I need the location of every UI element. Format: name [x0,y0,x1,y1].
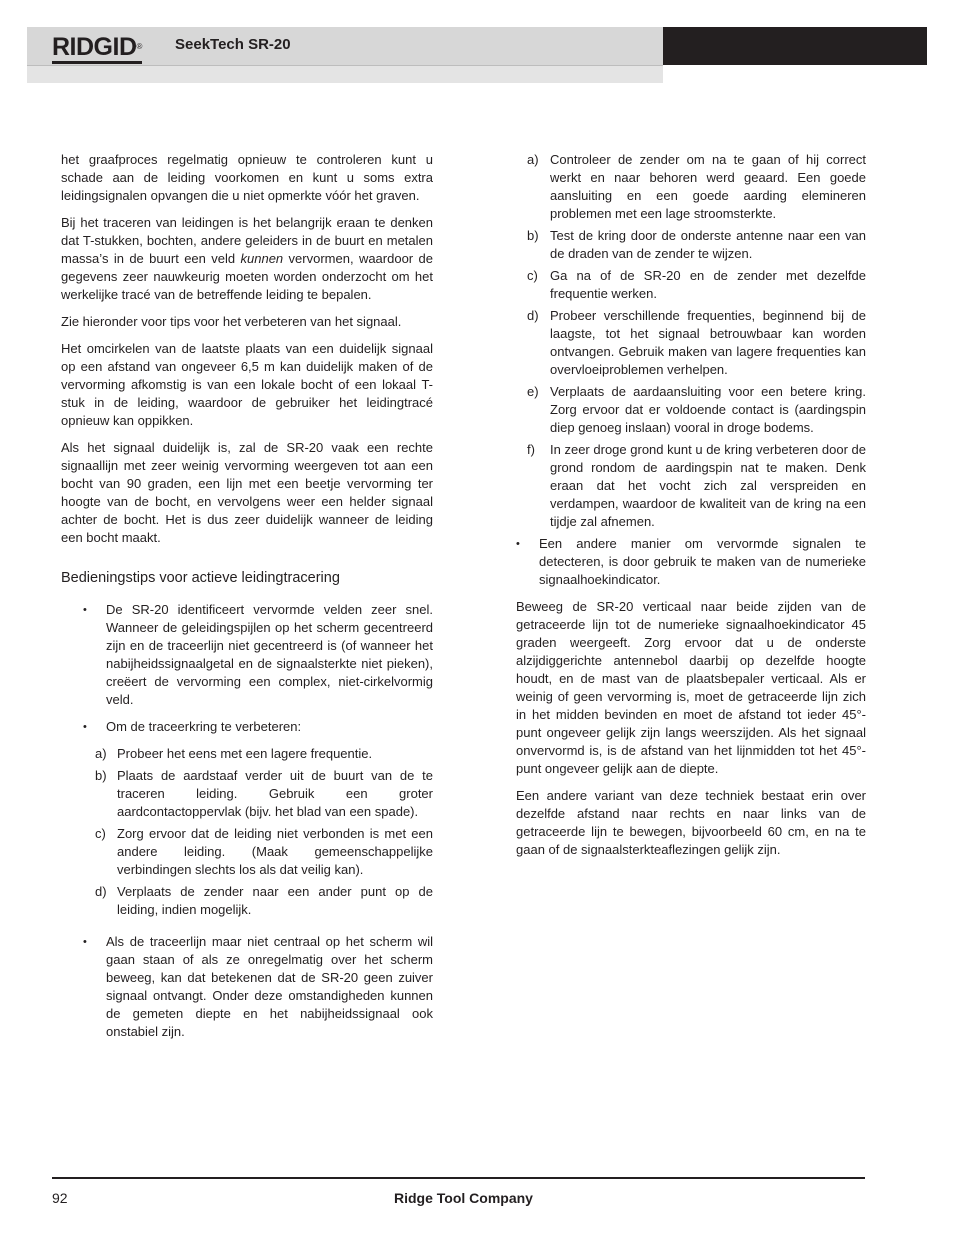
footer-rule [52,1177,865,1179]
left-column [61,151,433,1050]
footer-company: Ridge Tool Company [394,1190,533,1206]
sub-item [516,151,866,223]
text-run: Bij het traceren van leidingen is het belangrijk eraan te denken dat T-stukken, bochten, andere geleiders in de buurt en metalen massa’s in de buurt een veld [61,215,433,266]
bullet-item [516,535,866,589]
paragraph: Beweeg de SR-20 verticaal naar beide zijden van de getraceerde lijn tot de numerieke signaalhoekindicator 45 graden weergeeft. Zorg ervoor dat u de onderste alzijdiggerichte antennebol daarbij op dezelfde hoogte houdt, en de mast van de plaatsbepaler verticaal. Als er weinig of geen vervorming is, moet de getraceerde lijn zich in het midden bevinden en moet de afstand tot ieder 45°-punt ongeveer gelijk zijn langs weerszijden. Als het signaal onvervormd is, is de afstand van het lijnmidden tot het 45°-punt ongeveer gelijk aan de diepte. [516,599,866,776]
sub-letter: a) [95,746,107,761]
sub-text: Plaats de aardstaaf verder uit de buurt van de te traceren leiding. Gebruik een groter aardcontactoppervlak (bijv. het blad van een spade). [117,768,433,819]
paragraph: Zie hieronder voor tips voor het verbeteren van het signaal. [61,314,402,329]
paragraph: Een andere variant van deze techniek bestaat erin over dezelfde afstand naar rechts en naar links van de getraceerde lijn te bewegen, bijvoorbeeld 60 cm, en na te gaan of de signaalsterkteaflezingen gelijk zijn. [516,788,866,857]
sub-letter: d) [95,884,107,899]
sub-text: Verplaats de aardaansluiting voor een betere kring. Zorg ervoor dat er voldoende contact is (aardingspin diep genoeg inslaan) vooral in droge bodems. [550,384,866,435]
sub-text: Verplaats de zender naar een ander punt op de leiding, indien mogelijk. [117,884,433,917]
bullet-mark: • [83,721,87,733]
header-band-lower [27,66,663,83]
paragraph: Als het signaal duidelijk is, zal de SR-20 vaak een rechte signaallijn met zeer weinig vervorming weergeven tot aan een bocht van 90 graden, een lijn met een beetje vervorming ter hoogte van de bocht, en vervolgens weer een helder signaal achter de bocht. Het is dus zeer duidelijk wanneer de leiding een bocht maakt. [61,440,433,545]
bullet-item [61,601,433,709]
sub-letter: b) [95,768,107,783]
sub-text: Ga na of de SR-20 en de zender met dezelfde frequentie werken. [550,268,866,301]
sub-letter: f) [527,442,535,457]
sub-text: In zeer droge grond kunt u de kring verbeteren door de grond rondom de aardingspin nat te maken. Denk eraan dat het vocht zich zal verspreiden en verdampen, waardoor de kwaliteit van de kring na een tijdje zal afnemen. [550,442,866,529]
sub-item [516,227,866,263]
sub-item [61,825,433,879]
bullet-mark: • [516,538,520,550]
paragraph [61,214,433,304]
sub-letter: c) [527,268,538,283]
sub-item [516,307,866,379]
sub-item [61,745,433,763]
sub-item [516,267,866,303]
logo-registered-mark: ® [136,42,142,51]
paragraph: Het omcirkelen van de laatste plaats van een duidelijk signaal op een afstand van ongeveer 6,5 m kan duidelijk maken of de vervorming afkomstig is van een lokale bocht of een lokaal T-stuk in de leiding, waardoor de gebruiker het leidingtracé opnieuw kan oppikken. [61,341,433,428]
bullet-text: Als de traceerlijn maar niet centraal op het scherm wil gaan staan of als ze onregelmatig over het scherm beweeg, kan dat betekenen dat de SR-20 geen zuiver signaal ontvangt. Onder deze omstandigheden kunnen de gemeten diepte en het nabijheidssignaal ook onstabiel zijn. [106,934,433,1039]
product-title: SeekTech SR-20 [175,36,291,53]
sub-letter: b) [527,228,539,243]
sub-text: Probeer het eens met een lagere frequentie. [117,746,373,761]
page-number: 92 [52,1190,68,1206]
bullet-text: Een andere manier om vervormde signalen te detecteren, is door gebruik te maken van de numerieke signaalhoekindicator. [539,536,866,587]
sub-letter: d) [527,308,539,323]
sub-item [516,383,866,437]
right-column [516,151,866,868]
bullet-mark: • [83,604,87,616]
bullet-text: De SR-20 identificeert vervormde velden zeer snel. Wanneer de geleidingspijlen op het scherm gecentreerd zijn en de traceerlijn niet gecentreerd is (of wanneer het nabijheidssignaalgetal en de signaalsterkte niet pieken), creëert de vervorming een complex, niet-cirkelvormig veld. [106,602,433,707]
sub-item [61,767,433,821]
section-heading: Bedieningstips voor actieve leidingtracering [61,570,340,586]
ridgid-logo [52,33,142,64]
logo-text: RIDGID [52,33,137,61]
sub-item [61,883,433,919]
sub-text: Zorg ervoor dat de leiding niet verbonden is met een andere leiding. (Maak gemeenschappelijke verbindingen slechts los als dat veilig kan). [117,826,433,877]
sub-text: Test de kring door de onderste antenne naar een van de draden van de zender te wijzen. [550,228,866,261]
sub-text: Probeer verschillende frequenties, beginnend bij de laagste, tot het signaal betrouwbaar kan worden ontvangen. Gebruik maken van lagere frequenties kan overvloeiproblemen verhelpen. [550,308,866,377]
bullet-text: Om de traceerkring te verbeteren: [106,719,302,734]
bullet-mark: • [83,936,87,948]
sub-letter: c) [95,826,106,841]
sub-text: Controleer de zender om na te gaan of hij correct werkt en naar behoren werd geaard. Een goede aansluiting en een goede aarding elemineren problemen met een lage stroomsterkte. [550,152,866,221]
emphasis: kunnen [240,251,284,266]
paragraph: het graafproces regelmatig opnieuw te controleren kunt u schade aan de leiding voorkomen en kunt u soms extra leidingsignalen opvangen die u niet opmerkte vóór het graven. [61,152,433,203]
header-black-block [663,27,927,65]
sub-item [516,441,866,531]
sub-letter: a) [527,152,539,167]
sub-letter: e) [527,384,539,399]
bullet-item [61,718,433,736]
text-run: vervormen, waardoor de gegevens zeer nauwkeurig moeten worden onderzocht om het werkelijke tracé van de betreffende leiding te bepalen. [61,251,433,302]
bullet-item [61,933,433,1041]
